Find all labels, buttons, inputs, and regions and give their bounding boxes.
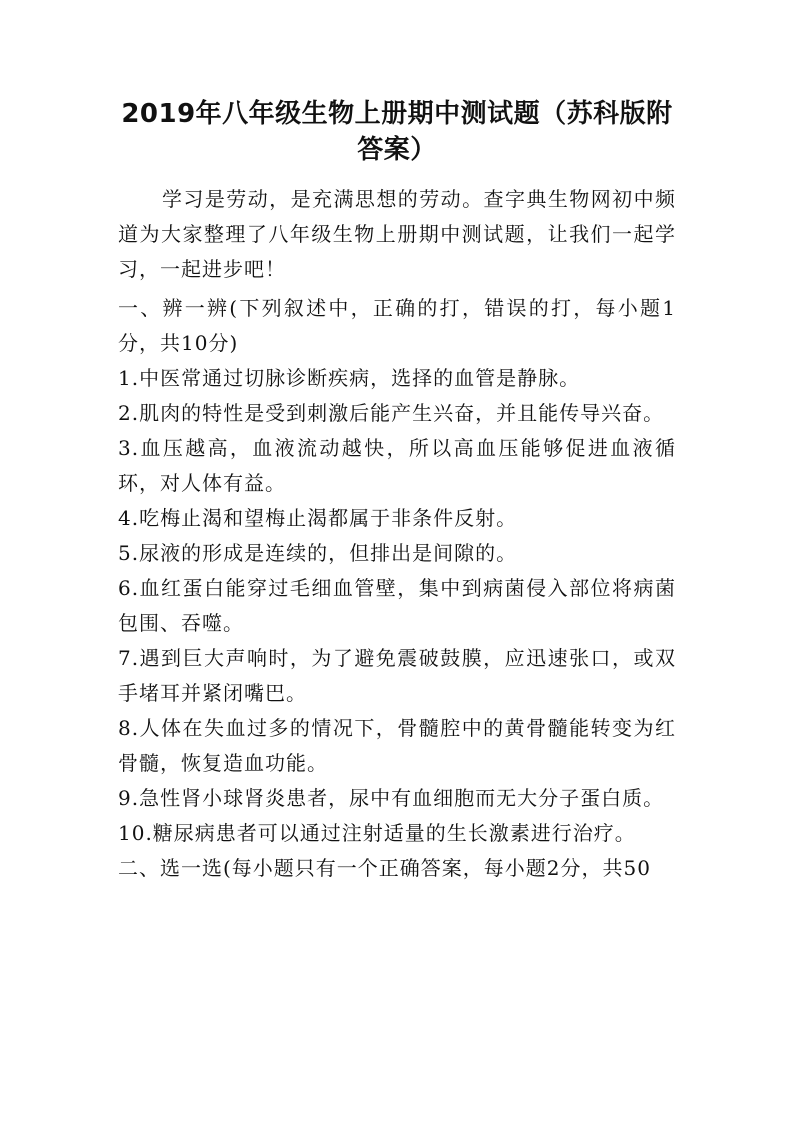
section-heading-2: 二、选一选(每小题只有一个正确答案，每小题2分，共50 [118, 856, 651, 880]
question-item-6: 6.血红蛋白能穿过毛细血管壁，集中到病菌侵入部位将病菌包围、吞噬。 [118, 576, 676, 635]
question-item-7: 7.遇到巨大声响时，为了避免震破鼓膜，应迅速张口，或双手堵耳并紧闭嘴巴。 [118, 646, 676, 705]
question-item-8: 8.人体在失血过多的情况下，骨髓腔中的黄骨髓能转变为红骨髓，恢复造血功能。 [118, 716, 676, 775]
question-item-9: 9.急性肾小球肾炎患者，尿中有血细胞而无大分子蛋白质。 [118, 786, 665, 810]
question-item-2: 2.肌肉的特性是受到刺激后能产生兴奋，并且能传导兴奋。 [118, 401, 665, 425]
question-item-4: 4.吃梅止渴和望梅止渴都属于非条件反射。 [118, 506, 518, 530]
intro-paragraph: 学习是劳动，是充满思想的劳动。查字典生物网初中频道为大家整理了八年级生物上册期中测试题，让我们一起学习，一起进步吧！ [118, 187, 676, 281]
question-item-3: 3.血压越高，血液流动越快，所以高血压能够促进血液循环，对人体有益。 [118, 436, 676, 495]
question-item-5: 5.尿液的形成是连续的，但排出是间隙的。 [118, 541, 518, 565]
question-item-1: 1.中医常通过切脉诊断疾病，选择的血管是静脉。 [118, 366, 581, 390]
question-item-10: 10.糖尿病患者可以通过注射适量的生长激素进行治疗。 [118, 821, 636, 845]
section-heading-1: 一、辨一辨(下列叙述中，正确的打，错误的打，每小题1分，共10分) [118, 296, 676, 355]
document-title: 2019年八年级生物上册期中测试题（苏科版附答案） [121, 99, 673, 165]
